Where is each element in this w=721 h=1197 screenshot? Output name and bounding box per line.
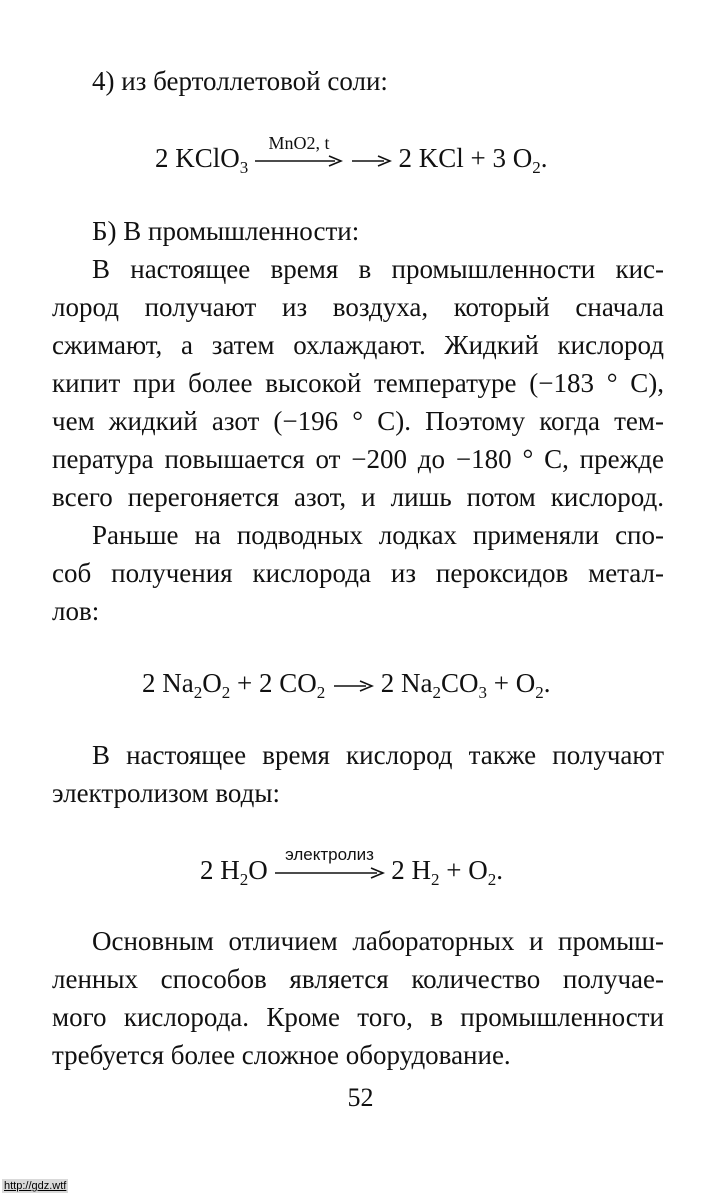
text-line: чем жидкий азот (−196 ° С). Поэтому когда тем- [52, 406, 664, 436]
reaction-arrow [255, 132, 343, 168]
section-heading-b: Б) В промышленности: [92, 216, 360, 246]
text-line: лород получают из воздуха, который сначала [52, 292, 664, 322]
right-arrow-icon [332, 679, 374, 693]
section-heading-4: 4) из бертоллетовой соли: [92, 66, 388, 96]
text-line: требуется более сложное оборудование. [52, 1040, 511, 1070]
arrow-condition-label: электролиз [285, 844, 374, 864]
equation-kclo3: 2 KClO$_3$ MnO2, t 2 KCl + 3 $O_2$. [155, 139, 548, 177]
reaction-arrow [275, 844, 385, 880]
text-line: сжимают, а затем охлаждают. Жидкий кислород [52, 330, 664, 360]
text-line: В настоящее время кислород также получают [92, 740, 664, 770]
equation-na2o2: 2 $Na_2O_2 + 2$ $CO_2$ 2 $Na_2CO_3 + O_2$. [142, 668, 551, 702]
text-line: Раньше на подводных лодках применяли спо- [92, 520, 664, 550]
text-line: мого кислорода. Кроме того, в промышленности [52, 1002, 664, 1032]
page-number: 52 [347, 1083, 374, 1112]
text-line: лов: [52, 596, 100, 626]
reaction-arrow [332, 679, 374, 693]
text-line: электролизом воды: [52, 778, 281, 808]
equation-h2o: 2 $H_2O$ электролиз 2 $H_2 + O_2$. [200, 851, 503, 889]
reaction-arrow-second [350, 154, 392, 168]
text-line: кипит при более высокой температуре (−183 ° С), [52, 368, 664, 398]
text-line: всего перегоняется азот, и лишь потом кислород. [52, 482, 664, 512]
text-line: ленных способов является количество получае- [52, 964, 664, 994]
text-line: пература повышается от −200 до −180 ° С, прежде [52, 444, 664, 474]
text-line: В настоящее время в промышленности кис- [92, 254, 664, 284]
right-arrow-icon [350, 154, 392, 168]
arrow-condition-label: MnO2, t [268, 132, 330, 153]
text-line: Основным отличием лабораторных и промыш- [92, 926, 664, 956]
source-link[interactable]: http://gdz.wtf [4, 1180, 67, 1192]
text-line: соб получения кислорода из пероксидов метал- [52, 558, 664, 588]
